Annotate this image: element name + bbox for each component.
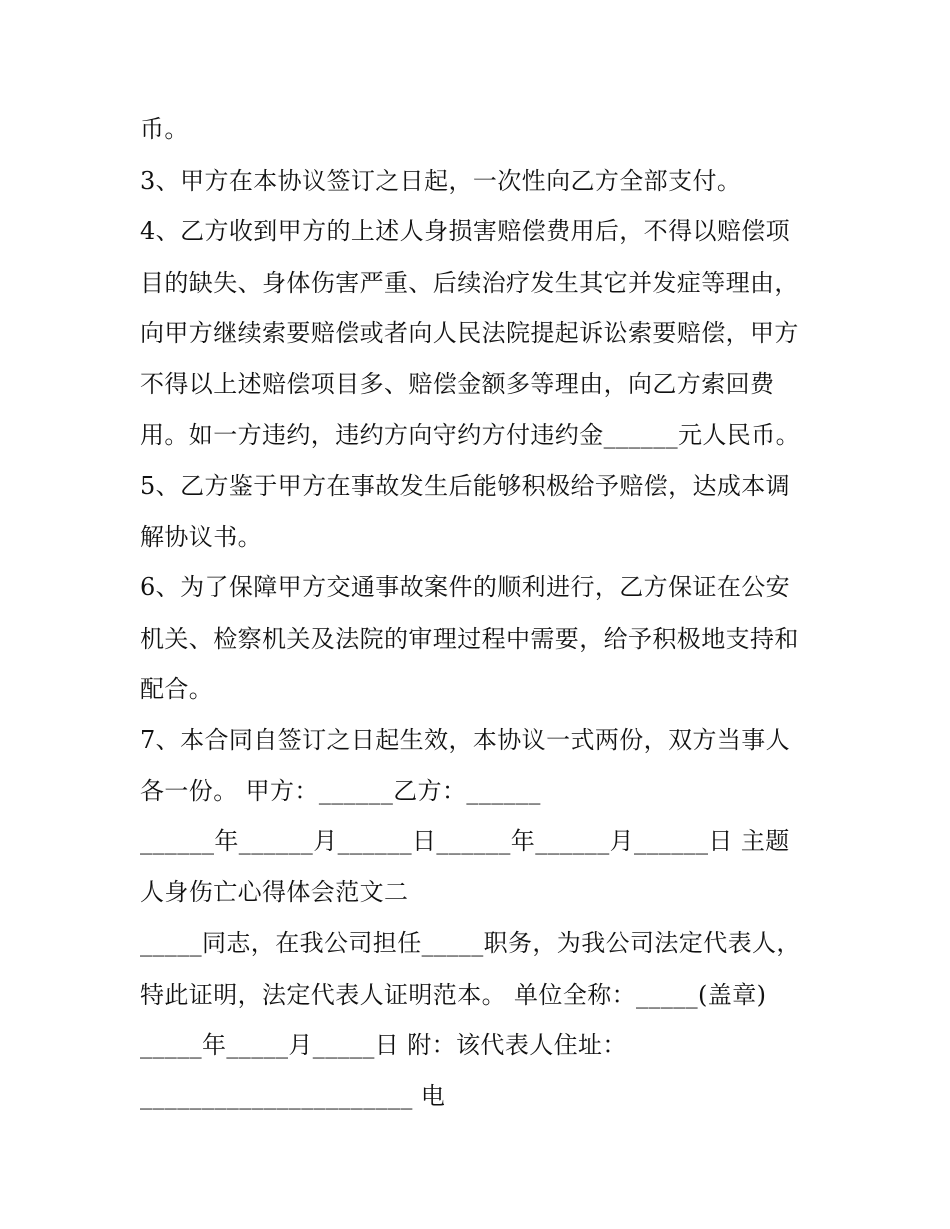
text-line-5: 向甲方继续索要赔偿或者向人民法院提起诉讼索要赔偿，甲方 bbox=[140, 319, 799, 347]
text-line-9: 解协议书。 bbox=[140, 523, 262, 551]
text-line-11: 机关、检察机关及法院的审理过程中需要，给予积极地支持和 bbox=[140, 625, 799, 653]
text-line-8: 5、乙方鉴于甲方在事故发生后能够积极给予赔偿，达成本调 bbox=[140, 472, 791, 500]
text-line-19: _____年_____月_____日 附：该代表人住址： bbox=[140, 1031, 627, 1059]
text-line-4: 目的缺失、身体伤害严重、后续治疗发生其它并发症等理由， bbox=[140, 269, 799, 297]
text-line-6: 不得以上述赔偿项目多、赔偿金额多等理由，向乙方索回费 bbox=[140, 370, 775, 398]
text-line-2: 3、甲方在本协议签订之日起，一次性向乙方全部支付。 bbox=[140, 167, 742, 195]
text-line-10: 6、为了保障甲方交通事故案件的顺利进行，乙方保证在公安 bbox=[140, 573, 791, 601]
text-line-1: 币。 bbox=[140, 115, 189, 143]
text-line-17: _____同志，在我公司担任_____职务，为我公司法定代表人， bbox=[140, 929, 801, 957]
text-line-3: 4、乙方收到甲方的上述人身损害赔偿费用后，不得以赔偿项 bbox=[140, 217, 791, 245]
text-line-13: 7、本合同自签订之日起生效，本协议一式两份，双方当事人 bbox=[140, 726, 791, 754]
text-line-18: 特此证明，法定代表人证明范本。 单位全称：_____(盖章) bbox=[140, 981, 767, 1009]
text-line-20: ______________________ 电 bbox=[140, 1082, 446, 1110]
text-line-7: 用。如一方违约，违约方向守约方付违约金______元人民币。 bbox=[140, 421, 800, 449]
text-line-12: 配合。 bbox=[140, 675, 214, 703]
text-line-15: ______年______月______日______年______月______日 主题 bbox=[140, 827, 790, 855]
text-line-14: 各一份。 甲方：______乙方：______ bbox=[140, 777, 541, 805]
text-line-16: 人身伤亡心得体会范文二 bbox=[140, 878, 409, 906]
